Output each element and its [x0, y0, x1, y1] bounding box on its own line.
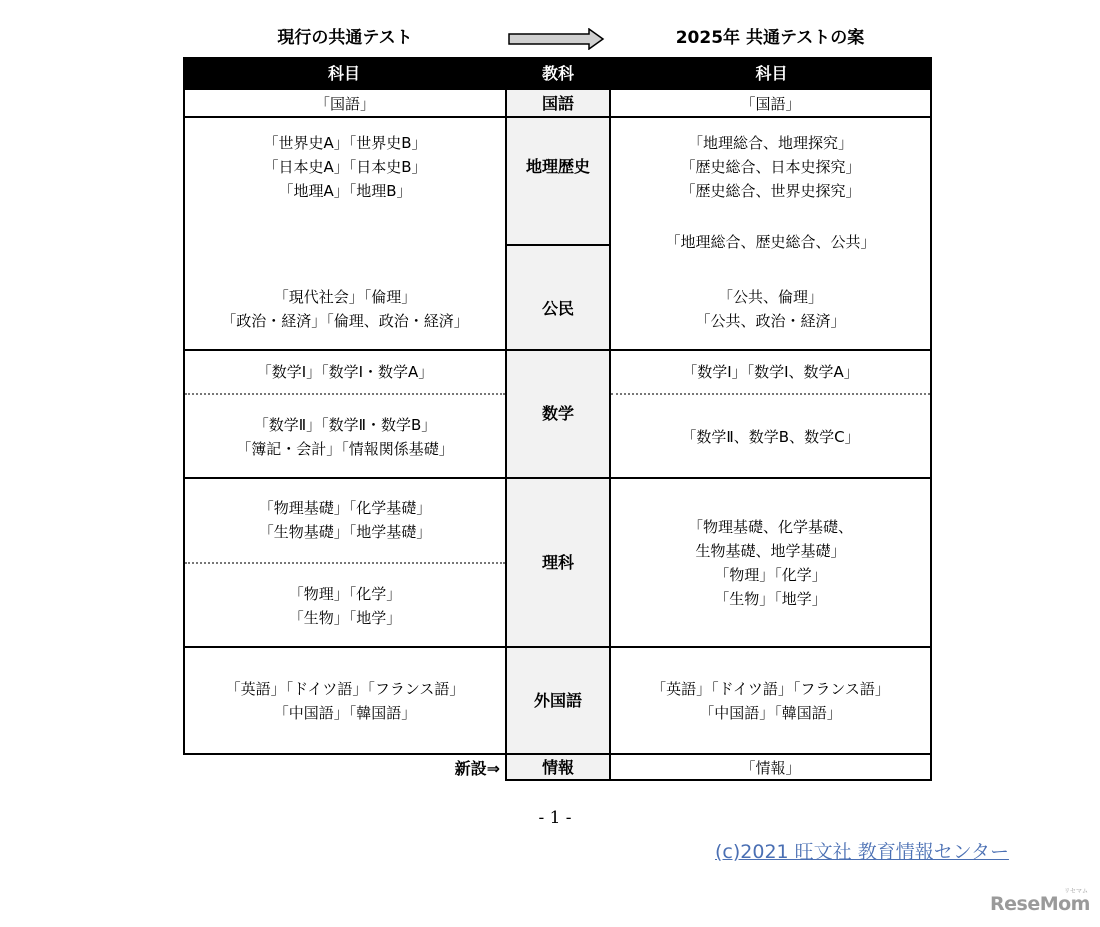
discipline-mathematics: 数学: [507, 350, 609, 478]
border: [183, 349, 932, 351]
border: [183, 90, 185, 754]
discipline-information: 情報: [507, 754, 609, 781]
current-math-1: 「数学Ⅰ」「数学Ⅰ・数学A」: [256, 362, 434, 381]
current-science-adv-line-2: 「生物」「地学」: [288, 608, 402, 627]
proposed-science-line-1: 「物理基礎、化学基礎、: [687, 517, 853, 536]
proposed-science-line-3: 「物理」「化学」: [714, 565, 827, 584]
border: [505, 57, 507, 781]
right-arrow-icon: [507, 28, 605, 50]
discipline-foreign-language: 外国語: [507, 647, 609, 754]
proposed-math-1: 「数学Ⅰ」「数学Ⅰ、数学A」: [682, 362, 859, 381]
current-foreign-line-1: 「英語」「ドイツ語」「フランス語」: [225, 679, 465, 698]
resemom-logo: ReseMom: [990, 893, 1090, 915]
discipline-geography-history: 地理歴史: [507, 117, 609, 245]
current-geohist-line-3: 「地理A」「地理B」: [278, 182, 412, 200]
current-test-title: 現行の共通テスト: [277, 28, 413, 48]
proposed-geography-history: [609, 131, 932, 211]
border: [505, 779, 932, 781]
current-foreign-line-2: 「中国語」「韓国語」: [273, 703, 417, 722]
discipline-japanese: 国語: [507, 90, 609, 117]
dotted-divider: [185, 562, 505, 564]
comparison-table: [183, 57, 932, 781]
proposed-geohist-line-2: 「歴史総合、日本史探究」: [680, 158, 861, 176]
proposed-foreign-language: [609, 647, 932, 754]
current-science-basic-line-1: 「物理基礎」「化学基礎」: [258, 499, 432, 517]
border: [183, 753, 932, 755]
current-civics-line-2: 「政治・経済」「倫理、政治・経済」: [221, 312, 469, 330]
current-geography-history: [183, 131, 507, 211]
discipline-civics: 公民: [507, 245, 609, 350]
copyright-link[interactable]: (c)2021 旺文社 教育情報センター: [715, 841, 1009, 863]
border: [609, 57, 611, 781]
dotted-divider: [611, 393, 930, 395]
proposed-foreign-line-2: 「中国語」「韓国語」: [699, 703, 842, 722]
dotted-divider: [185, 393, 505, 395]
current-science-basic: [183, 478, 507, 562]
discipline-science: 理科: [507, 478, 609, 647]
proposed-civics: [609, 283, 932, 335]
proposed-information: 「情報」: [740, 758, 801, 777]
page-number: - 1 -: [538, 808, 572, 828]
current-math-2-line-2: 「簿記・会計」「情報関係基礎」: [236, 439, 454, 458]
border: [183, 477, 932, 479]
border: [183, 116, 932, 118]
proposed-foreign-line-1: 「英語」「ドイツ語」「フランス語」: [651, 679, 890, 698]
border: [507, 244, 611, 246]
border: [930, 57, 932, 781]
proposed-science-line-2: 生物基礎、地学基礎」: [695, 541, 846, 560]
border: [183, 646, 932, 648]
current-japanese: 「国語」: [314, 94, 375, 113]
current-science-adv-line-1: 「物理」「化学」: [288, 584, 402, 603]
col-header-discipline: 教科: [507, 57, 609, 90]
current-civics: [183, 283, 507, 335]
col-header-current-subject: 科目: [183, 57, 505, 90]
proposed-shared-subject: 「地理総合、歴史総合、公共」: [665, 233, 876, 251]
current-foreign-language: [183, 647, 507, 754]
current-science-advanced: [183, 564, 507, 647]
proposed-civics-line-2: 「公共、政治・経済」: [695, 312, 846, 330]
current-math-2-line-1: 「数学Ⅱ」「数学Ⅱ・数学B」: [253, 415, 437, 434]
proposed-civics-line-1: 「公共、倫理」: [717, 288, 823, 306]
proposed-japanese: 「国語」: [740, 94, 801, 113]
current-math-2: [183, 395, 507, 478]
col-header-proposed-subject: 科目: [611, 57, 932, 90]
proposed-math-2: 「数学Ⅱ、数学B、数学C」: [681, 427, 860, 446]
proposed-science-line-4: 「生物」「地学」: [714, 589, 827, 608]
proposed-test-title: 2025年 共通テストの案: [675, 28, 865, 48]
proposed-geohist-line-1: 「地理総合、地理探究」: [687, 134, 853, 152]
current-civics-line-1: 「現代社会」「倫理」: [273, 288, 417, 306]
current-science-basic-line-2: 「生物基礎」「地学基礎」: [258, 523, 432, 541]
proposed-science: [609, 478, 932, 647]
current-geohist-line-2: 「日本史A」「日本史B」: [263, 158, 427, 176]
current-geohist-line-1: 「世界史A」「世界史B」: [263, 134, 427, 152]
proposed-geohist-line-3: 「歴史総合、世界史探究」: [680, 182, 861, 200]
logo-subtext: リセマム: [1064, 888, 1088, 895]
new-subject-label: 新設⇒: [454, 759, 500, 778]
